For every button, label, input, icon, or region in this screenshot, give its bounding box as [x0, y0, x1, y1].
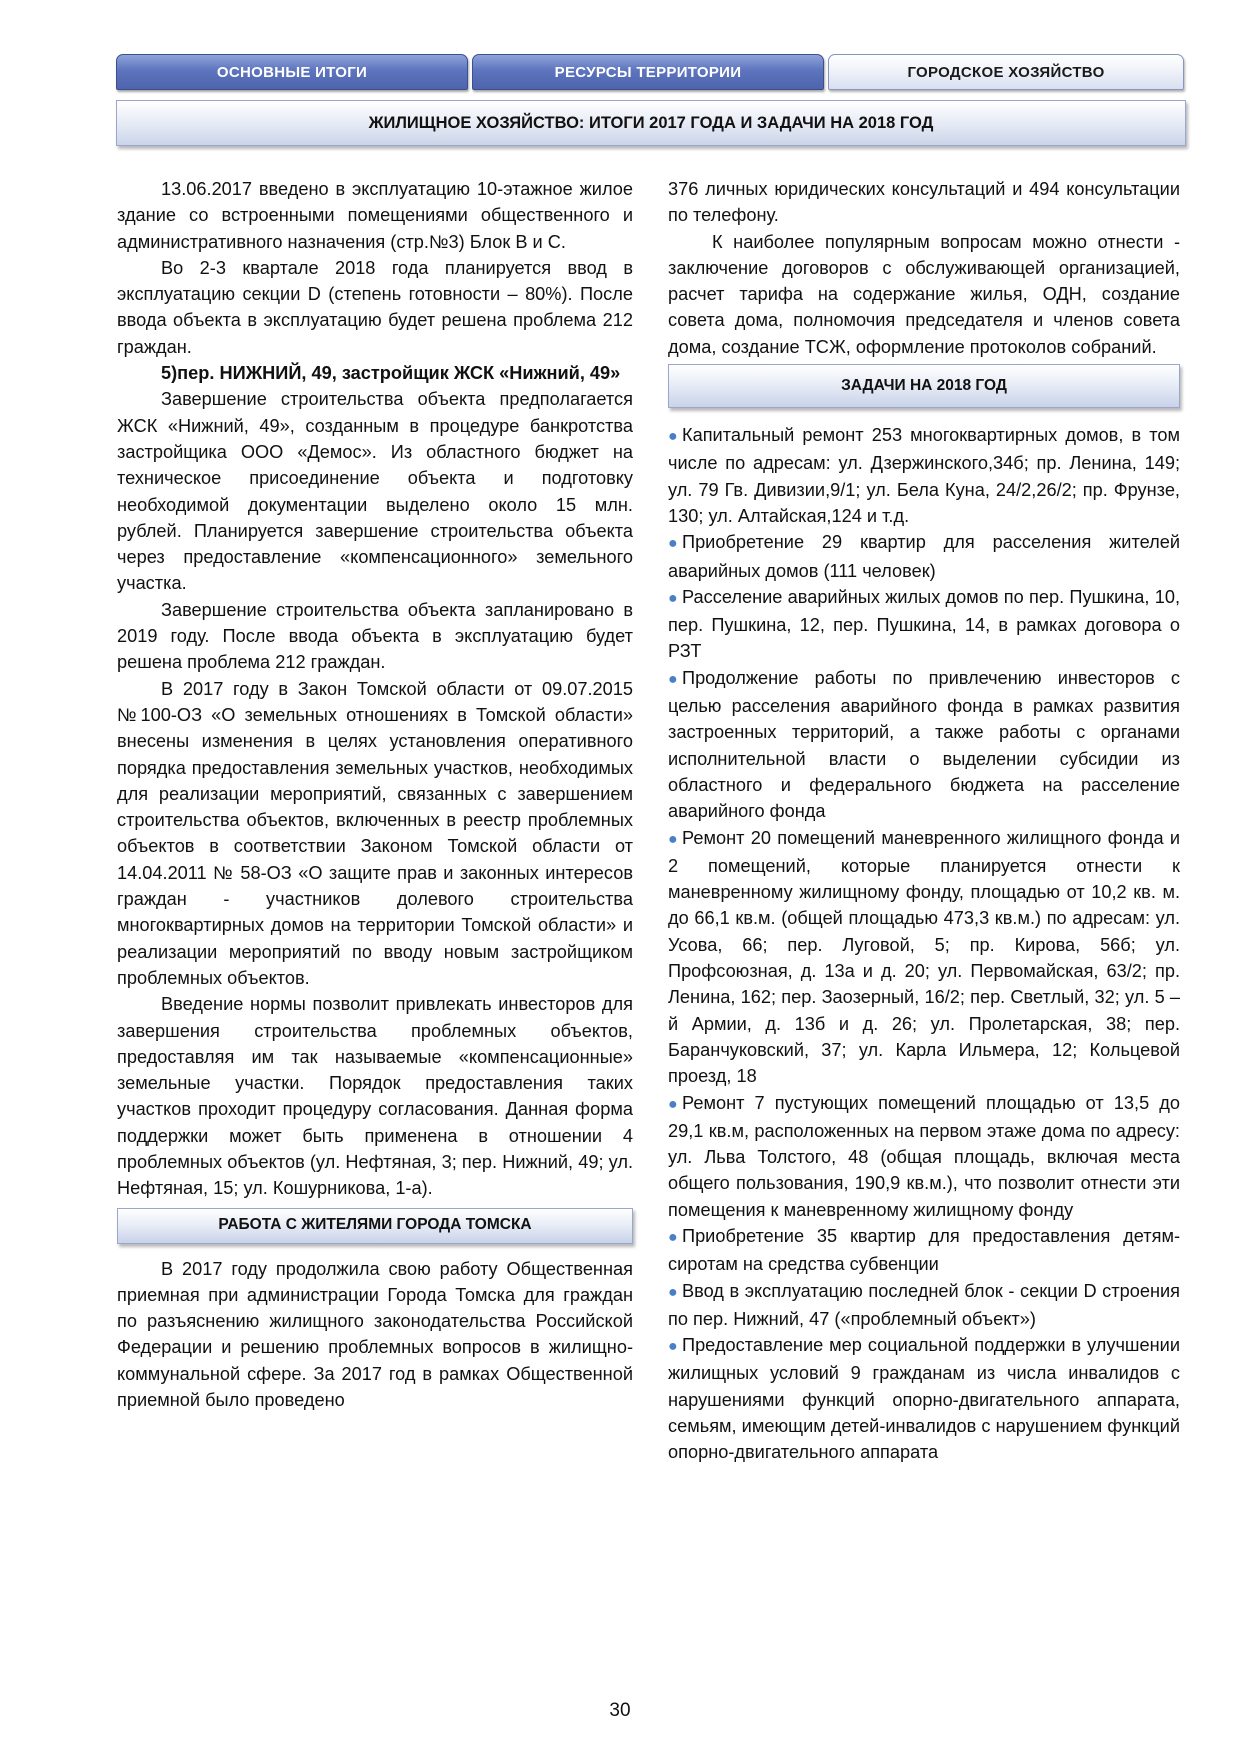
task-text: Предоставление мер социальной поддержки в улучшении жилищных условий 9 гражданам из числа инвалидов с нарушениями функций опорно-двигательного аппарата, семьям, имеющим детей-инвалидов с нарушением функций опорно-двигательного аппарата — [668, 1335, 1180, 1463]
tab-main-results[interactable]: ОСНОВНЫЕ ИТОГИ — [116, 54, 468, 90]
left-paragraph-5: Завершение строительства объекта запланировано в 2019 году. После ввода объекта в эксплуатацию будет решена проблема 212 граждан. — [117, 599, 633, 673]
left-paragraph-6: В 2017 году в Закон Томской области от 09.07.2015 №100-ОЗ «О земельных отношениях в Томской области» внесены изменения в целях установления оперативного порядка предоставления земельных участков, необходимых для реализации мероприятий, связанных с завершением строительства объектов, включенных в реестр проблемных объектов в соответствии Законом Томской области от 14.04.2011 № 58-ОЗ «О защите прав и законных интересов граждан - участников долевого строительства многоквартирных домов на территории Томской области» и реализации мероприятий по вводу новым застройщиком проблемных объектов. — [117, 678, 633, 988]
task-list-item — [668, 529, 1180, 584]
task-list-item — [668, 1332, 1180, 1465]
bullet-icon: ● — [668, 589, 678, 607]
bullet-icon: ● — [668, 428, 678, 446]
task-text: Ремонт 7 пустующих помещений площадью от 13,5 до 29,1 кв.м, расположенных на первом этаже дома по адресу: ул. Льва Толстого, 48 (общая площадь, включая места общего пользования, 190,9 кв.м.), что позволит отнести эти помещения к маневренному жилищному фонду — [668, 1092, 1180, 1220]
tab-territory-resources[interactable]: РЕСУРСЫ ТЕРРИТОРИИ — [472, 54, 824, 90]
task-list-item — [668, 825, 1180, 1090]
bullet-icon: ● — [668, 1338, 678, 1356]
section-heading-tasks: ЗАДАЧИ НА 2018 ГОД — [668, 364, 1180, 408]
left-paragraph-4: Завершение строительства объекта предполагается ЖСК «Нижний, 49», созданным в процедуре банкротства застройщика ООО «Демос». Из областного бюджет на техническое присоединение объекта и подготовку необходимой документации выделено около 15 млн. рублей. Планируется завершение строительства объекта через предоставление «компенсационного» земельного участка. — [117, 389, 633, 594]
task-list-item — [668, 665, 1180, 825]
bullet-icon: ● — [668, 535, 678, 553]
left-paragraph-heading: 5)пер. НИЖНИЙ, 49, застройщик ЖСК «Нижний, 49» — [161, 363, 621, 384]
task-list-item — [668, 584, 1180, 665]
task-text: Расселение аварийных жилых домов по пер. Пушкина, 10, пер. Пушкина, 12, пер. Пушкина, 14, в рамках договора о РЗТ — [668, 586, 1180, 662]
task-list-item — [668, 1090, 1180, 1223]
section-tabs — [116, 54, 1186, 92]
task-text: Приобретение 29 квартир для расселения жителей аварийных домов (111 человек) — [668, 532, 1180, 581]
task-text: Ввод в эксплуатацию последней блок - секции D строения по пер. Нижний, 47 («проблемный объект») — [668, 1280, 1180, 1329]
left-column — [117, 176, 633, 1413]
task-list-item — [668, 1278, 1180, 1333]
bullet-icon: ● — [668, 1283, 678, 1301]
left-paragraph-1: 13.06.2017 введено в эксплуатацию 10-этажное жилое здание со встроенными помещениями общественного и административного назначения (стр.№3) Блок В и С. — [117, 179, 633, 252]
bullet-icon: ● — [668, 670, 678, 688]
bullet-icon: ● — [668, 1095, 678, 1113]
task-text: Ремонт 20 помещений маневренного жилищного фонда и 2 помещений, которые планируется отнести к маневренному жилищному фонду, площадью от 10,2 кв. м. до 66,1 кв.м. (общей площадью 473,3 кв.м.) по адресам: ул. Усова, 66; пер. Луговой, 5; пр. Кирова, 56б; ул. Профсоюзная, д. 13а и д. 20; ул. Первомайская, 63/2; пр. Ленина, 162; пер. Заозерный, 16/2; пер. Светлый, 32; ул. 5 – й Армии, д. 13б и д. 26; ул. Пролетарская, 38; пер. Баранчуковский, 37; ул. Карла Ильмера, 12; Кольцевой проезд, 18 — [668, 827, 1180, 1087]
section-heading-residents: РАБОТА С ЖИТЕЛЯМИ ГОРОДА ТОМСКА — [117, 1208, 633, 1244]
page-number: 30 — [609, 1700, 631, 1721]
right-paragraph-1: 376 личных юридических консультаций и 494 консультации по телефону. — [668, 179, 1180, 226]
task-list-item — [668, 422, 1180, 529]
bullet-icon: ● — [668, 830, 678, 848]
right-column — [668, 176, 1180, 1466]
task-text: Продолжение работы по привлечению инвесторов с целью расселения аварийного фонда в рамках развития застроенных территорий, а также работы с органами исполнительной власти о выделении субсидии из областного и федерального бюджета на расселение аварийного фонда — [668, 667, 1180, 822]
left-paragraph-2: Во 2-3 квартале 2018 года планируется ввод в эксплуатацию секции D (степень готовности – 80%). После ввода объекта в эксплуатацию будет решена проблема 212 граждан. — [117, 257, 633, 357]
task-text: Капитальный ремонт 253 многоквартирных домов, в том числе по адресам: ул. Дзержинского,34б; пр. Ленина, 149; ул. 79 Гв. Дивизии,9/1; ул. Бела Куна, 24/2,26/2; пр. Фрунзе, 130; ул. Алтайская,124 и т.д. — [668, 425, 1180, 526]
bullet-icon: ● — [668, 1228, 678, 1246]
tab-city-economy[interactable]: ГОРОДСКОЕ ХОЗЯЙСТВО — [828, 54, 1184, 90]
task-text: Приобретение 35 квартир для предоставления детям-сиротам на средства субвенции — [668, 1225, 1180, 1275]
right-paragraph-2: К наиболее популярным вопросам можно отнести - заключение договоров с обслуживающей организацией, расчет тарифа на содержание жилья, ОДН, создание совета дома, полномочия председателя и членов совета дома, создание ТСЖ, оформление протоколов собраний. — [668, 231, 1180, 357]
task-list-item — [668, 1223, 1180, 1278]
left-paragraph-8: В 2017 году продолжила свою работу Общественная приемная при администрации Города Томска для граждан по разъяснению жилищного законодательства Российской Федерации и решению проблемных вопросов в жилищно-коммунальной сфере. За 2017 год в рамках Общественной приемной было проведено — [117, 1258, 633, 1411]
page-title: ЖИЛИЩНОЕ ХОЗЯЙСТВО: ИТОГИ 2017 ГОДА И ЗАДАЧИ НА 2018 ГОД — [116, 100, 1186, 146]
left-paragraph-7: Введение нормы позволит привлекать инвесторов для завершения строительства проблемных объектов, предоставляя им так называемые «компенсационные» земельные участки. Порядок предоставления таких участков проходит процедуру согласования. Данная форма поддержки может быть применена в отношении 4 проблемных объектов (ул. Нефтяная, 3; пер. Нижний, 49; ул. Нефтяная, 15; ул. Кошурникова, 1-а). — [117, 994, 633, 1199]
